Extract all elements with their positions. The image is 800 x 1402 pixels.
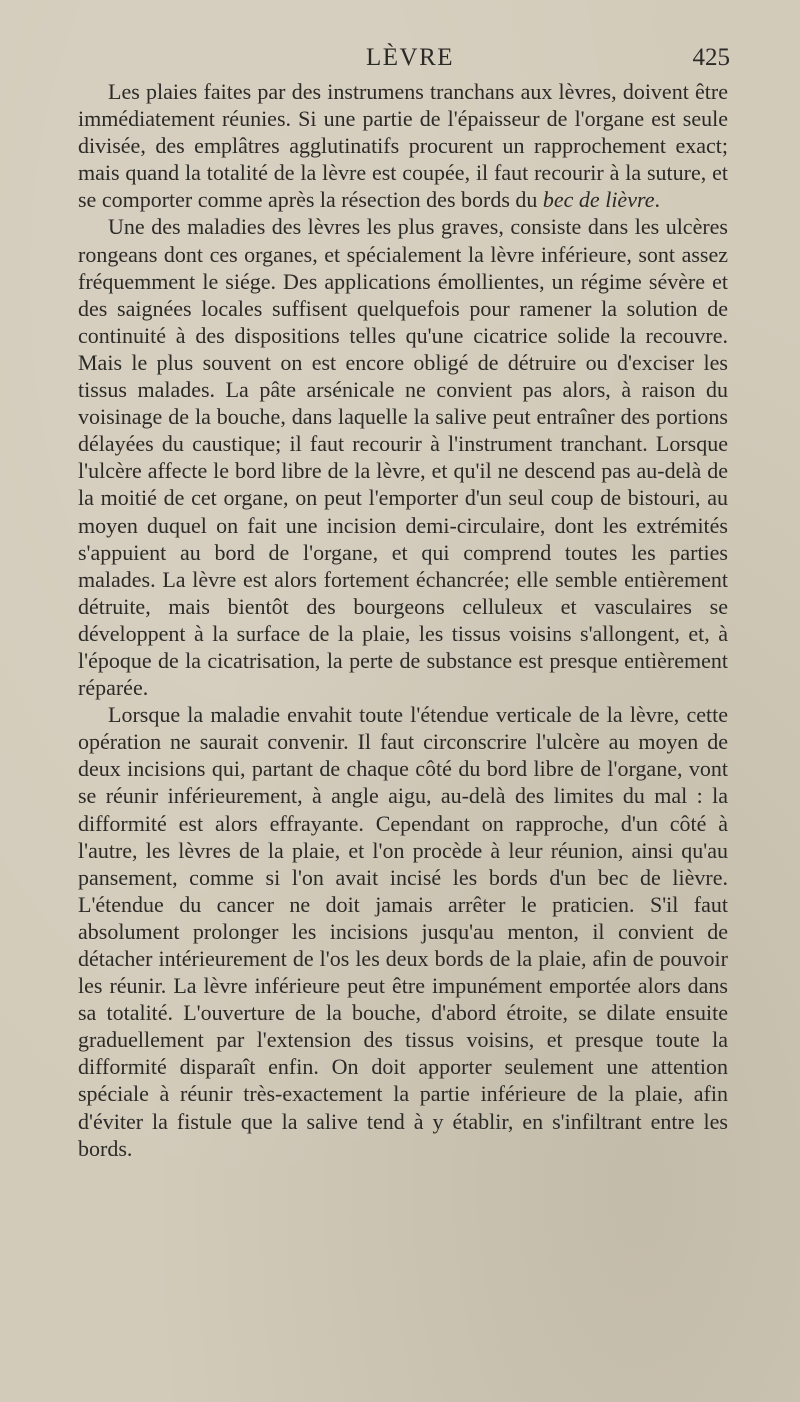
paragraph-1-end: . (654, 187, 660, 213)
paragraph-3: Lorsque la maladie envahit toute l'étendue verticale de la lèvre, cette opération ne saurait convenir. Il faut circonscrire l'ulcère au moyen de deux incisions qui, partant de chaque côté du bord libre de l'organe, vont se réunir inférieurement, à angle aigu, au-delà des limites du mal : la difformité est alors effrayante. Cependant on rapproche, d'un côté à l'autre, les lèvres de la plaie, et l'on procède à leur réunion, ainsi qu'au pansement, comme si l'on avait incisé les bords d'un bec de lièvre. L'étendue du cancer ne doit jamais arrêter le praticien. S'il faut absolument prolonger les incisions jusqu'au menton, il convient de détacher intérieurement de l'os les deux bords de la plaie, afin de pouvoir les réunir. La lèvre inférieure peut être impunément emportée alors dans sa totalité. L'ouverture de la bouche, d'abord étroite, se dilate ensuite graduellement par l'extension des tissus voisins, et presque toute la difformité disparaît enfin. On doit apporter seulement une attention spéciale à réunir très-exactement la partie inférieure de la plaie, afin d'éviter la fistule que la salive tend à y établir, en s'infiltrant entre les bords. (78, 702, 728, 1161)
running-title: LÈVRE (365, 44, 455, 71)
paragraph-1-emphasis: bec de lièvre (542, 187, 655, 213)
paragraph-1 (78, 78, 728, 213)
page-header (90, 40, 730, 80)
page-number: 425 (692, 44, 730, 71)
body-text (78, 78, 728, 1162)
paragraph-1-text: Les plaies faites par des instrumens tranchans aux lèvres, doivent être immédiatement réunies. Si une partie de l'épaisseur de l'organe est seule divisée, des emplâtres agglutinatifs procurent un rapprochement exact; mais quand la totalité de la lèvre est coupée, il faut recourir à la suture, et se comporter comme après la résection des bords du (78, 79, 728, 213)
paragraph-2: Une des maladies des lèvres les plus graves, consiste dans les ulcères rongeans dont ces organes, et spécialement la lèvre inférieure, sont assez fréquemment le siége. Des applications émollientes, un régime sévère et des saignées locales suffisent quelquefois pour ramener la solution de continuité à des dispositions telles qu'une cicatrice solide la recouvre. Mais le plus souvent on est encore obligé de détruire ou d'exciser les tissus malades. La pâte arsénicale ne convient pas alors, à raison du voisinage de la bouche, dans laquelle la salive peut entraîner des portions délayées du caustique; il faut recourir à l'instrument tranchant. Lorsque l'ulcère affecte le bord libre de la lèvre, et qu'il ne descend pas au-delà de la moitié de cet organe, on peut l'emporter d'un seul coup de bistouri, au moyen duquel on fait une incision demi-circulaire, dont les extrémités s'appuient au bord de l'organe, et qui comprend toutes les parties malades. La lèvre est alors fortement échancrée; elle semble entièrement détruite, mais bientôt des bourgeons celluleux et vasculaires se développent à la surface de la plaie, les tissus voisins s'allongent, et, à l'époque de la cicatrisation, la perte de substance est presque entièrement réparée. (78, 214, 728, 701)
